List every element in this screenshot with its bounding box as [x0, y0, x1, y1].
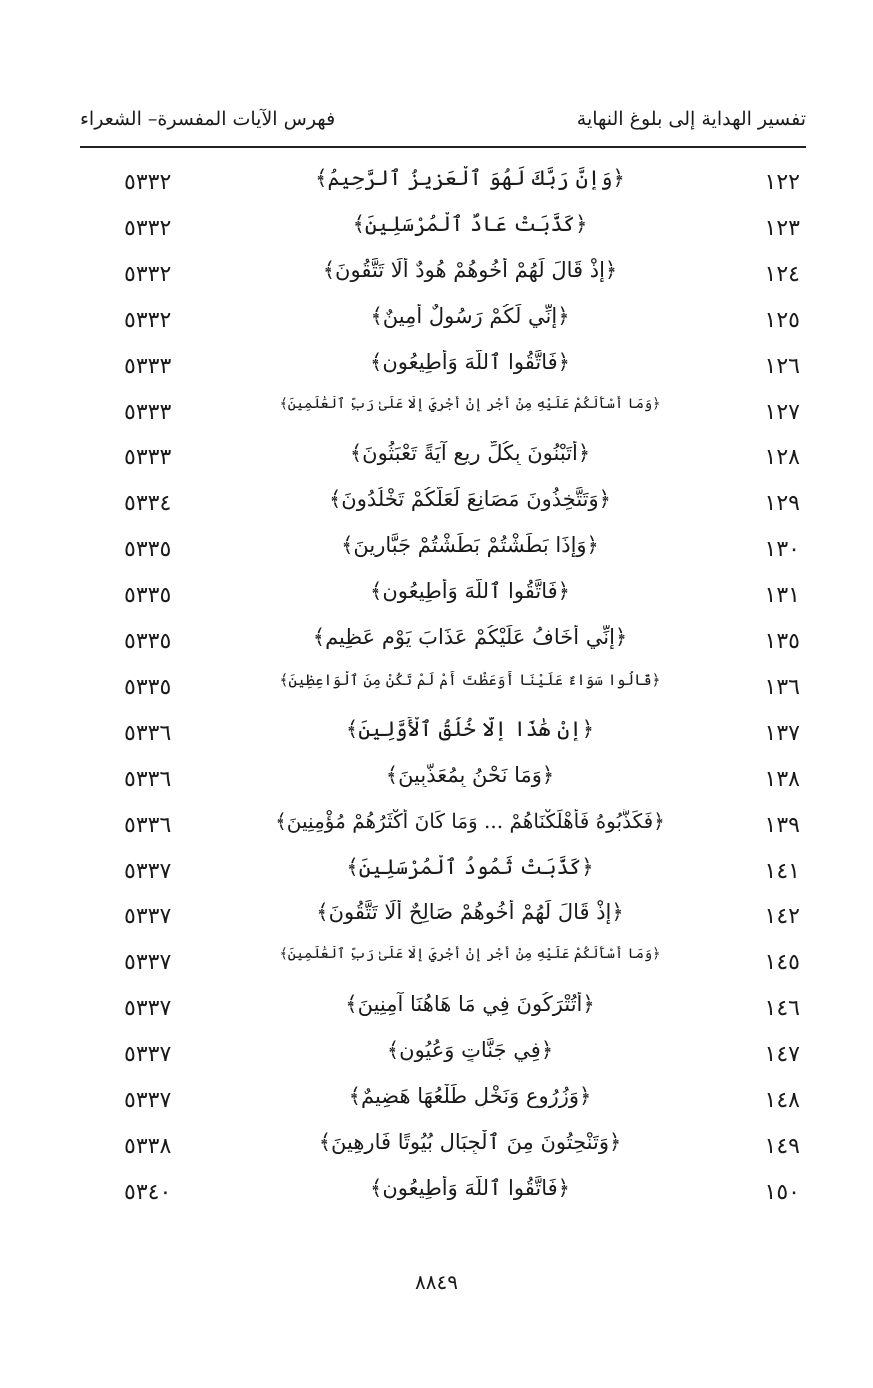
verse-number: ١٣٠	[764, 537, 800, 563]
verse-number: ١٤٨	[764, 1088, 800, 1113]
verse-number: ١٢٤	[764, 261, 800, 287]
table-row	[80, 437, 806, 482]
table-row	[80, 942, 806, 987]
page-reference: ٥٣٣٥	[124, 629, 172, 654]
verse-text: ﴿وَتَنْحِتُونَ مِنَ ٱلْجِبَالِ بُيُوتًا فَارِهِينَ﴾	[318, 1129, 622, 1154]
table-row	[80, 713, 806, 758]
table-row	[80, 805, 806, 850]
page-reference: ٥٣٣٦	[124, 766, 172, 792]
page-reference: ٥٣٣٦	[124, 812, 172, 838]
page-reference: ٥٣٣٢	[124, 261, 172, 287]
verse-text: ﴿كَذَّبَتْ ثَمُودُ ٱلْمُرْسَلِينَ﴾	[346, 854, 594, 879]
page-reference: ٥٣٣٦	[124, 720, 172, 746]
verse-text: ﴿وَزُرُوعٍ وَنَخْلٍ طَلْعُهَا هَضِيمٌ﴾	[348, 1084, 592, 1108]
page-reference: ٥٣٣٣	[124, 445, 172, 471]
verse-text: ﴿وَإِنَّ رَبَّكَ لَهُوَ ٱلْعَزِيزُ ٱلرَّحِيمُ﴾	[315, 166, 625, 190]
verse-number: ١٥٠	[764, 1179, 800, 1205]
verse-text: ﴿وَإِذَا بَطَشْتُمْ بَطَشْتُمْ جَبَّارِينَ﴾	[341, 533, 599, 558]
verse-text: ﴿قَالُوا سَوَاءٌ عَلَيْنَا أَوَعَظْتَ أَمْ لَمْ تَكُنْ مِنَ ٱلْوَاعِظِينَ﴾	[279, 670, 661, 689]
verse-text: ﴿فَكَذَّبُوهُ فَأَهْلَكْنَاهُمْ ... وَمَا كَانَ أَكْثَرُهُمْ مُؤْمِنِينَ﴾	[275, 808, 665, 833]
page-reference: ٥٣٣٧	[124, 1088, 172, 1113]
verse-number: ١٢٨	[764, 445, 800, 471]
verse-number: ١٣٧	[764, 720, 800, 746]
page-reference: ٥٣٣٧	[124, 1042, 172, 1068]
table-row	[80, 300, 806, 345]
page-reference: ٥٣٣٧	[124, 996, 172, 1022]
page-reference: ٥٣٣٨	[124, 1133, 172, 1159]
verse-text: ﴿فَاتَّقُوا ٱللَّهَ وَأَطِيعُونِ﴾	[370, 349, 570, 374]
table-row	[80, 851, 806, 896]
table-row	[80, 575, 806, 620]
verse-text: ﴿إِذْ قَالَ لَهُمْ أَخُوهُمْ صَالِحٌ أَلَا تَتَّقُونَ﴾	[316, 900, 624, 925]
page-number: ٨٨٤٩	[415, 1270, 458, 1294]
verse-number: ١٣٦	[764, 674, 800, 700]
page-reference: ٥٣٣٥	[124, 537, 172, 563]
verse-text: ﴿إِذْ قَالَ لَهُمْ أَخُوهُمْ هُودٌ أَلَا تَتَّقُونَ﴾	[322, 257, 618, 282]
verse-number: ١٤١	[764, 858, 800, 884]
verse-text: ﴿إِنِّي أَخَافُ عَلَيْكُمْ عَذَابَ يَوْمٍ عَظِيمٍ﴾	[312, 625, 628, 649]
verse-number: ١٣٥	[764, 629, 800, 654]
book-title: تفسير الهداية إلى بلوغ النهاية	[576, 108, 806, 130]
verse-number: ١٢٢	[764, 170, 800, 195]
page-header	[80, 108, 806, 140]
verse-text: ﴿كَذَّبَتْ عَادٌ ٱلْمُرْسَلِينَ﴾	[352, 211, 588, 236]
page-reference: ٥٣٣٥	[124, 583, 172, 609]
verse-text: ﴿فَاتَّقُوا ٱللَّهَ وَأَطِيعُونِ﴾	[370, 1175, 570, 1200]
table-row	[80, 1172, 806, 1217]
verse-number: ١٣٩	[764, 812, 800, 838]
verse-number: ١٢٦	[764, 353, 800, 379]
table-row	[80, 162, 806, 207]
verse-number: ١٢٩	[764, 491, 800, 517]
verse-number: ١٤٢	[764, 904, 800, 930]
table-row	[80, 392, 806, 437]
verse-number: ١٤٩	[764, 1133, 800, 1159]
verse-number: ١٣١	[764, 583, 800, 609]
page-reference: ٥٣٣٧	[124, 858, 172, 884]
verse-text: ﴿إِنِّي لَكُمْ رَسُولٌ أَمِينٌ﴾	[370, 303, 570, 328]
page-reference: ٥٣٤٠	[124, 1179, 172, 1205]
table-row	[80, 208, 806, 253]
table-row	[80, 621, 806, 666]
verse-number: ١٣٨	[764, 766, 800, 792]
verse-number: ١٢٧	[764, 399, 800, 425]
verse-text: ﴿وَمَا أَسْأَلُكُمْ عَلَيْهِ مِنْ أَجْرٍ إِنْ أَجْرِيَ إِلَّا عَلَىٰ رَبِّ ٱلْعَٰلَمِينَ﴾	[279, 395, 661, 412]
table-row	[80, 254, 806, 299]
header-rule	[80, 146, 806, 148]
index-title: فهرس الآيات المفسرة– الشعراء	[80, 108, 336, 130]
table-row	[80, 1080, 806, 1125]
verse-text: ﴿أَتَبْنُونَ بِكُلِّ رِيعٍ آيَةً تَعْبَثُونَ﴾	[349, 441, 591, 466]
table-row	[80, 759, 806, 804]
verse-number: ١٤٧	[764, 1042, 800, 1068]
page-reference: ٥٣٣٢	[124, 170, 172, 195]
table-row	[80, 1126, 806, 1171]
verse-text: ﴿فِي جَنَّاتٍ وَعُيُونٍ﴾	[386, 1038, 554, 1063]
verse-number: ١٢٥	[764, 307, 800, 333]
page-reference: ٥٣٣٢	[124, 307, 172, 333]
page-reference: ٥٣٣٧	[124, 950, 172, 976]
verse-number: ١٤٥	[764, 950, 800, 976]
table-row	[80, 529, 806, 574]
verse-text: ﴿إِنْ هَٰذَا إِلَّا خُلُقُ ٱلْأَوَّلِينَ﴾	[345, 716, 595, 741]
verse-number: ١٤٦	[764, 996, 800, 1022]
verse-text: ﴿أَتُتْرَكُونَ فِي مَا هَاهُنَا آمِنِينَ﴾	[345, 992, 595, 1017]
page-reference: ٥٣٣٣	[124, 399, 172, 425]
table-row	[80, 896, 806, 941]
page-reference: ٥٣٣٧	[124, 904, 172, 930]
verse-text: ﴿فَاتَّقُوا ٱللَّهَ وَأَطِيعُونِ﴾	[370, 579, 570, 604]
verse-index-table	[80, 162, 806, 1242]
table-row	[80, 346, 806, 391]
table-row	[80, 667, 806, 712]
table-row	[80, 483, 806, 528]
verse-text: ﴿وَتَتَّخِذُونَ مَصَانِعَ لَعَلَّكُمْ تَخْلُدُونَ﴾	[329, 487, 611, 512]
page-reference: ٥٣٣٥	[124, 674, 172, 700]
page-reference: ٥٣٣٢	[124, 215, 172, 241]
table-row	[80, 988, 806, 1033]
verse-text: ﴿وَمَا أَسْأَلُكُمْ عَلَيْهِ مِنْ أَجْرٍ إِنْ أَجْرِيَ إِلَّا عَلَىٰ رَبِّ ٱلْعَٰلَمِينَ﴾	[279, 946, 661, 963]
table-row	[80, 1034, 806, 1079]
page-reference: ٥٣٣٣	[124, 353, 172, 379]
verse-number: ١٢٣	[764, 215, 800, 241]
page-reference: ٥٣٣٤	[124, 491, 172, 517]
verse-text: ﴿وَمَا نَحْنُ بِمُعَذَّبِينَ﴾	[385, 762, 555, 787]
